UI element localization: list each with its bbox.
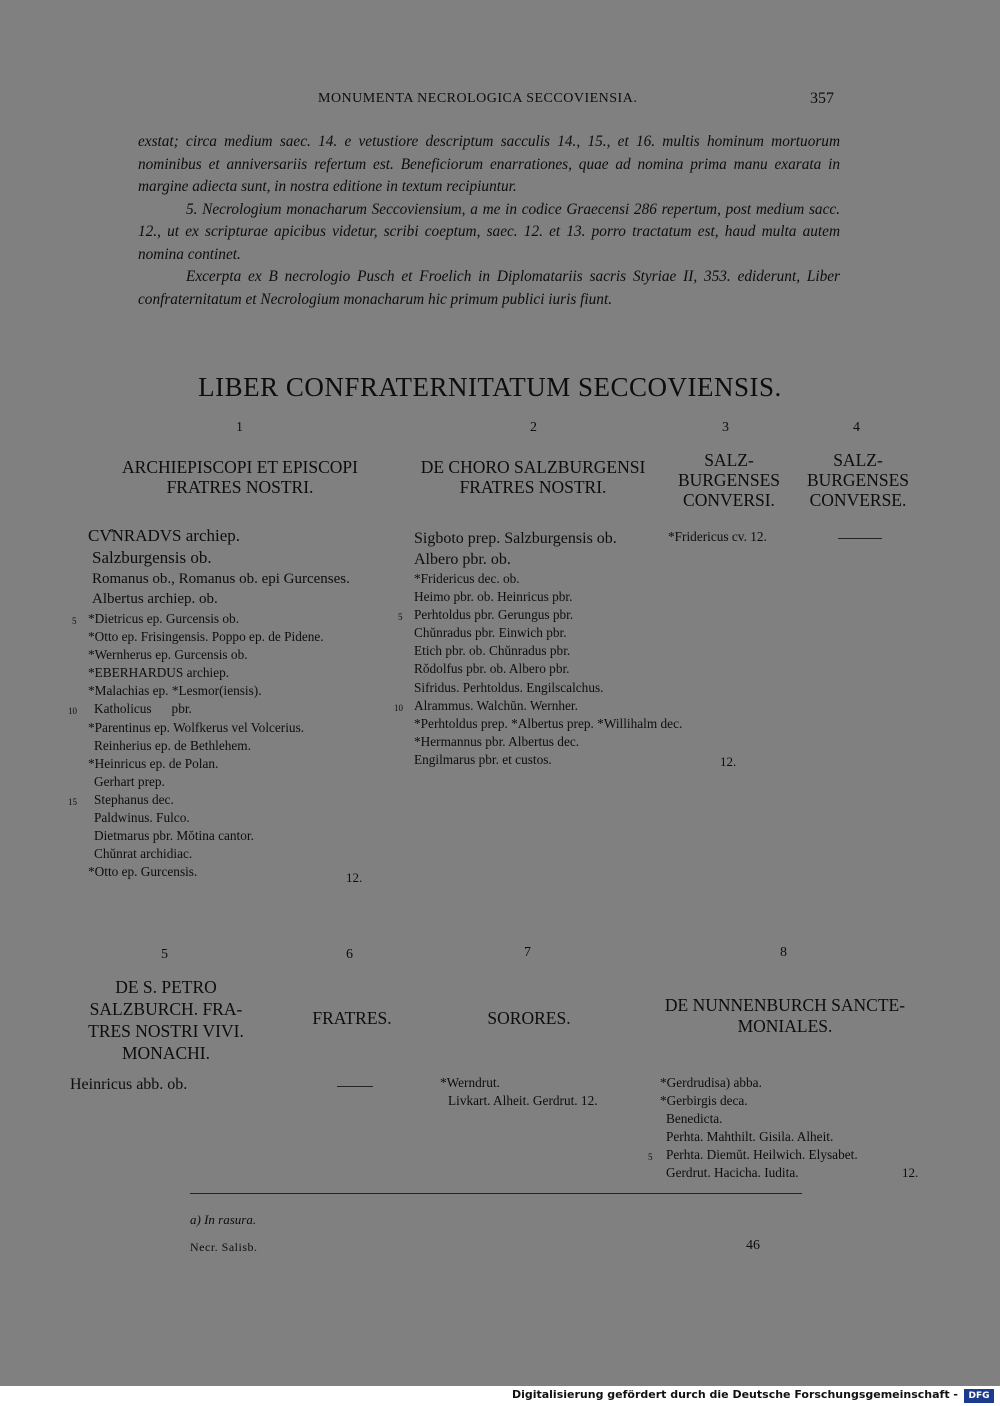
- list-item: Sigboto prep. Salzburgensis ob.: [414, 530, 617, 547]
- line-number: 10: [394, 702, 403, 713]
- column-number: 8: [780, 945, 787, 960]
- heading-line: DE S. PETRO: [115, 977, 217, 997]
- list-item: Gerdrut. Hacicha. Iudita.: [666, 1165, 799, 1181]
- heading-line: SALZ-: [833, 450, 883, 470]
- list-item: Dietmarus pbr. Mŏtina cantor.: [94, 828, 254, 844]
- list-item: *Werndrut.: [440, 1075, 500, 1090]
- list-item: *Gerbirgis deca.: [660, 1093, 748, 1109]
- list-item: *EBERHARDUS archiep.: [88, 665, 230, 681]
- list-item: Albertus archiep. ob.: [92, 591, 218, 607]
- line-number: 5: [648, 1152, 653, 1163]
- heading-line: ARCHIEPISCOPI ET EPISCOPI: [122, 457, 358, 477]
- entry-text: Perhta. Diemŭt. Heilwich. Elysabet.: [666, 1147, 858, 1163]
- list-item: Albero pbr. ob.: [414, 551, 511, 568]
- list-item: Reinherius ep. de Bethlehem.: [94, 737, 251, 753]
- signature-number: 46: [746, 1238, 760, 1253]
- list-item: Paldwinus. Fulco.: [94, 810, 190, 826]
- list-item: *Hermannus pbr. Albertus dec.: [414, 733, 580, 749]
- line-number: 10: [68, 706, 77, 717]
- list-item: Livkart. Alheit. Gerdrut. 12.: [448, 1093, 598, 1109]
- line-number: 5: [72, 616, 77, 626]
- heading-line: CONVERSI.: [683, 490, 775, 510]
- list-item: Romanus ob., Romanus ob. epi Gurcenses.: [92, 571, 350, 587]
- list-item: CV̊NRADVS archiep.: [88, 526, 241, 545]
- list-item: Etich pbr. ob. Chŭnradus pbr.: [414, 643, 571, 659]
- list-item: Rŏdolfus pbr. ob. Albero pbr.: [414, 661, 570, 677]
- list-item: [68, 700, 350, 718]
- column-number: 4: [853, 420, 860, 435]
- intro-paragraph: Excerpta ex B necrologio Pusch et Froelich in Diplomatariis sacris Styriae II, 353. ediderunt, Liber confraternitatum et Necrologium monacharum hic primum publici iuris fiunt.: [138, 268, 840, 308]
- column-number: 6: [346, 947, 353, 962]
- column-heading: [794, 450, 922, 510]
- running-head: MONUMENTA NECROLOGICA SECCOVIENSIA.: [318, 91, 638, 106]
- column-heading: [66, 976, 266, 1064]
- dfg-logo-icon: DFG: [964, 1389, 994, 1403]
- list-item: Sifridus. Perhtoldus. Engilscalchus.: [414, 679, 604, 695]
- entry-text: Perhtoldus pbr. Gerungus pbr.: [414, 607, 574, 623]
- end-number: 12.: [720, 754, 737, 769]
- column-2-entries: [394, 528, 683, 769]
- signature-mark: Necr. Salisb.: [190, 1240, 258, 1254]
- end-number: 12.: [346, 870, 363, 885]
- heading-line: BURGENSES: [806, 470, 910, 490]
- heading-line: MONIALES.: [737, 1016, 833, 1036]
- list-item: Chŭnradus pbr. Einwich pbr.: [414, 625, 567, 641]
- list-item: *Fridericus cv. 12.: [668, 529, 767, 544]
- list-item: Heinricus abb. ob.: [70, 1076, 188, 1093]
- intro-paragraph: 5. Necrologium monacharum Seccoviensium, a me in codice Graecensi 286 repertum, post medium sacc. 12., ut ex scripturae apicibus videtur, scribi coeptum, saec. 12. et 13. porro tractatum est, haud multa autem nomina continet.: [138, 200, 840, 263]
- list-item: [72, 610, 350, 628]
- list-item: Perhta. Mahthilt. Gisila. Alheit.: [666, 1129, 834, 1145]
- list-item: [648, 1146, 858, 1164]
- heading-line: SALZBURCH. FRA-: [89, 999, 243, 1019]
- entry-text: Katholicus pbr.: [94, 701, 192, 717]
- list-item: [394, 697, 682, 715]
- column-8-entries: [648, 1074, 858, 1183]
- heading-line: DE NUNNENBURCH SANCTE-: [664, 995, 906, 1015]
- list-item: Gerhart prep.: [94, 773, 165, 789]
- heading-line: SORORES.: [487, 1008, 571, 1028]
- heading-line: FRATRES NOSTRI.: [166, 477, 314, 497]
- column-7-entries: [440, 1074, 598, 1110]
- list-item: Salzburgensis ob.: [92, 548, 212, 567]
- list-item: *Perhtoldus prep. *Albertus prep. *Willihalm dec.: [414, 715, 683, 731]
- entry-text: Alrammus. Walchŭn. Wernher.: [414, 697, 578, 713]
- footnote: a) In rasura.: [190, 1212, 257, 1227]
- end-number: 12.: [902, 1165, 919, 1180]
- list-item: *Heinricus ep. de Polan.: [88, 755, 219, 771]
- column-number: 3: [722, 420, 729, 435]
- column-5-entries: [70, 1074, 187, 1096]
- list-item: *Malachias ep. *Lesmor(iensis).: [88, 683, 262, 699]
- intro-text: [138, 131, 840, 311]
- main-title: LIBER CONFRATERNITATUM SECCOVIENSIS.: [198, 372, 782, 402]
- heading-line: SALZ-: [704, 450, 754, 470]
- list-item: [68, 791, 350, 809]
- column-number: 2: [530, 420, 537, 435]
- list-item: Heimo pbr. ob. Heinricus pbr.: [414, 589, 573, 605]
- list-item: *Otto ep. Frisingensis. Poppo ep. de Pidene.: [88, 629, 324, 645]
- column-1-entries: [68, 525, 350, 881]
- list-item: *Wernherus ep. Gurcensis ob.: [88, 647, 248, 663]
- empty-column-dash: [337, 1086, 373, 1087]
- heading-line: FRATRES.: [312, 1008, 392, 1028]
- column-heading: [292, 1008, 412, 1028]
- list-item: Chŭnrat archidiac.: [94, 846, 193, 862]
- entry-text: *Dietricus ep. Gurcensis ob.: [88, 611, 240, 626]
- column-heading: [92, 457, 388, 497]
- entry-text: Stephanus dec.: [94, 791, 174, 807]
- heading-line: DE CHORO SALZBURGENSI: [420, 457, 646, 477]
- line-number: 15: [68, 796, 77, 807]
- column-heading: [664, 450, 794, 510]
- list-item: *Otto ep. Gurcensis.: [88, 864, 198, 880]
- column-number: 7: [524, 945, 531, 960]
- list-item: Engilmarus pbr. et custos.: [414, 751, 552, 767]
- banner-text: Digitalisierung gefördert durch die Deutsche Forschungsgemeinschaft -: [511, 1388, 958, 1401]
- heading-line: CONVERSE.: [809, 490, 907, 510]
- heading-line: BURGENSES: [677, 470, 781, 490]
- footnote-rule: [190, 1193, 802, 1194]
- column-heading: [466, 1008, 592, 1028]
- column-heading: [644, 995, 926, 1037]
- column-number: 1: [236, 420, 243, 435]
- list-item: [398, 606, 682, 624]
- intro-paragraph: exstat; circa medium saec. 14. e vetustiore descriptum sacculis 14., 15., et 16. multis hominum mortuorum nominibus et anniversariis refertum est. Beneficiorum enarrationes, quae ad nomina prima manu exarata in margine adiecta sunt, in nostra editione in textum recipiuntur.: [138, 133, 840, 195]
- page-number: 357: [810, 90, 834, 107]
- list-item: *Parentinus ep. Wolfkerus vel Volcerius.: [88, 719, 305, 735]
- heading-line: MONACHI.: [122, 1043, 210, 1063]
- column-number: 5: [161, 947, 168, 962]
- heading-line: TRES NOSTRI VIVI.: [88, 1021, 244, 1041]
- digitization-banner: [0, 1386, 1000, 1406]
- list-item: *Gerdrudisa) abba.: [660, 1075, 762, 1090]
- list-item: *Fridericus dec. ob.: [414, 571, 520, 586]
- column-3-entries: [668, 528, 767, 546]
- line-number: 5: [398, 612, 403, 623]
- list-item: Benedicta.: [666, 1111, 723, 1127]
- heading-line: FRATRES NOSTRI.: [459, 477, 607, 497]
- empty-column-dash: [838, 538, 882, 539]
- column-heading: [398, 457, 668, 497]
